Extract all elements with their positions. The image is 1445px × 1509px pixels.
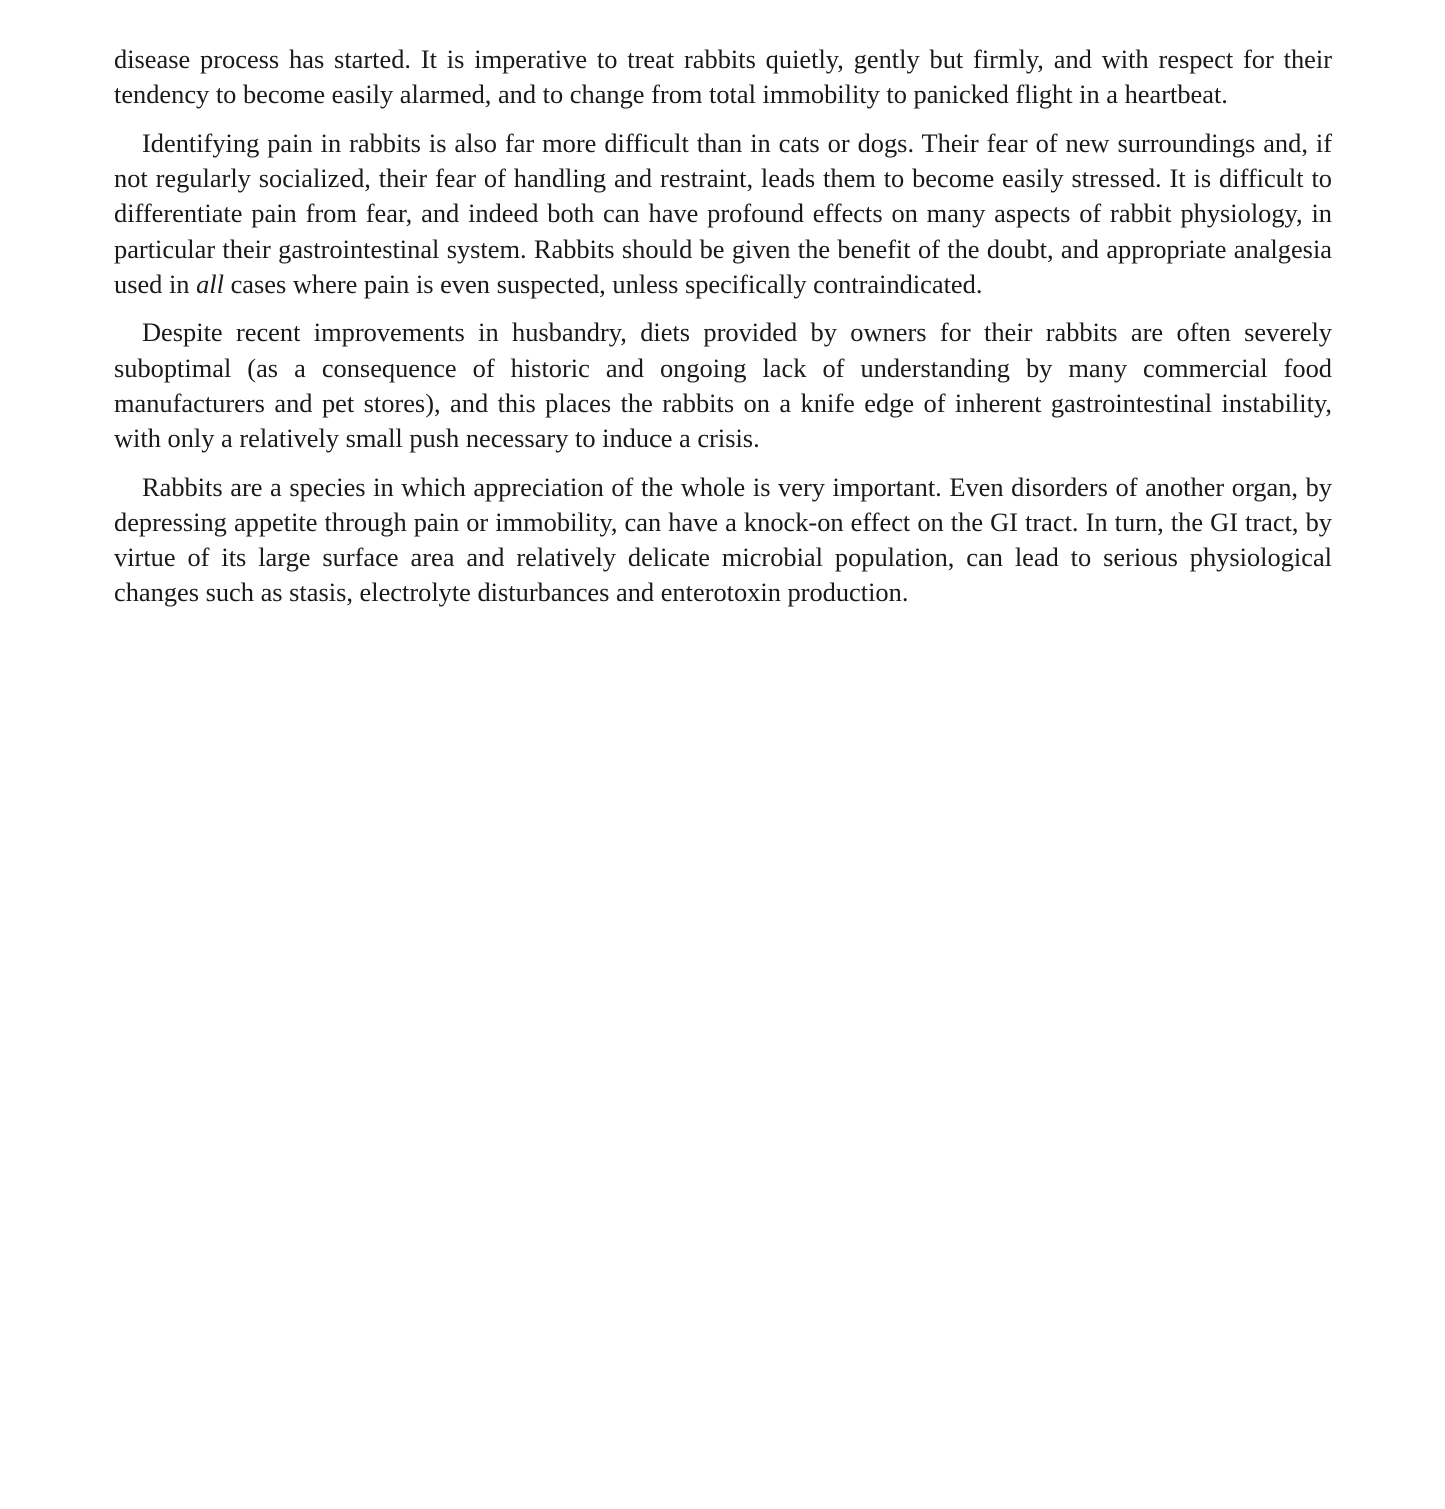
- emphasis-text: all: [196, 268, 224, 299]
- paragraph-text: Identifying pain in rabbits is also far more difficult than in cats or dogs. Their fear of new surroundings and, if not regularly socialized, their fear of handling and restraint, leads them to become easily stressed. It is difficult to differentiate pain from fear, and indeed both can have profound effects on many aspects of rabbit physiology, in particular their gastrointestinal system. Rabbits should be given the benefit of the doubt, and appropriate analgesia used in: [114, 127, 1332, 299]
- document-page: [114, 42, 1332, 624]
- paragraph-text: cases where pain is even suspected, unless specifically contraindicated.: [223, 268, 983, 299]
- paragraph-diet: Despite recent improvements in husbandry, diets provided by owners for their rabbits are often severely suboptimal (as a consequence of historic and ongoing lack of understanding by many commercial food manufacturers and pet stores), and this places the rabbits on a knife edge of inherent gastrointestinal instability, with only a relatively small push necessary to induce a crisis.: [114, 317, 1332, 454]
- paragraph-pain-identification: [114, 126, 1332, 302]
- paragraph-whole-rabbit: Rabbits are a species in which appreciation of the whole is very important. Even disorders of another organ, by depressing appetite through pain or immobility, can have a knock-on effect on the GI tract. In turn, the GI tract, by virtue of its large surface area and relatively delicate microbial population, can lead to serious physiological changes such as stasis, electrolyte disturbances and enterotoxin production.: [114, 471, 1332, 608]
- paragraph-continuation: disease process has started. It is imperative to treat rabbits quietly, gently but firmly, and with respect for their tendency to become easily alarmed, and to change from total immobility to panicked flight in a heartbeat.: [114, 44, 1332, 110]
